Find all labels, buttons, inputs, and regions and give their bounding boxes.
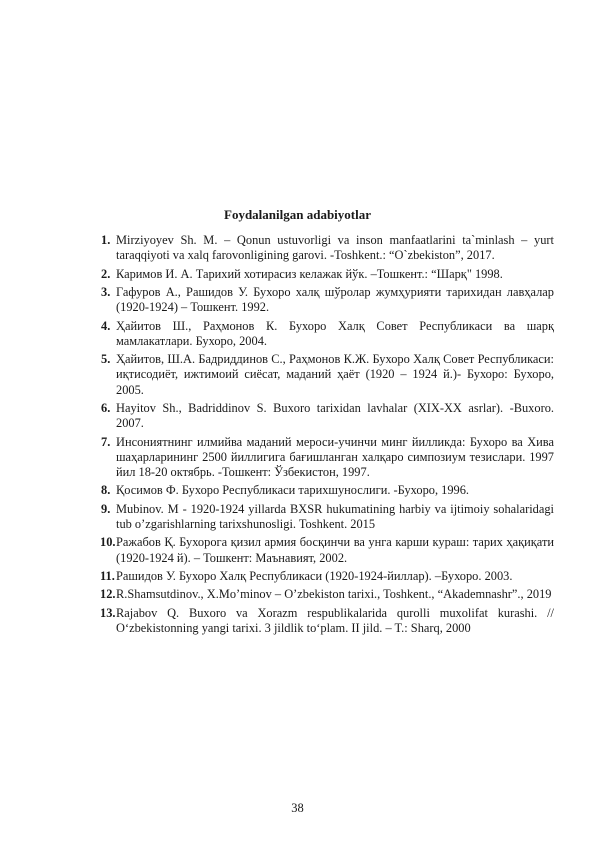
reference-number: 10. [100,535,116,550]
reference-item [101,535,554,565]
reference-list [101,233,554,639]
reference-item [101,319,554,349]
reference-number: 4. [101,318,111,333]
reference-item [101,435,554,481]
reference-number: 7. [101,434,111,449]
page-number: 38 [291,801,304,815]
reference-number: 3. [101,284,111,299]
reference-text: Каримов И. А. Тарихий хотирасиз келажак йўк. –Тошкент.: “Шарқ" 1998. [116,266,503,281]
reference-number: 9. [101,501,111,516]
reference-number: 13. [100,605,116,620]
reference-number: 8. [101,483,111,498]
reference-item [101,267,554,282]
reference-number: 5. [101,352,111,367]
reference-text: R.Shamsutdinov., X.Mo’minov – O’zbekiston tarixi., Toshkent., “Akademnashr”., 2019 [116,587,552,602]
reference-text: Ражабов Қ. Бухорога қизил армия босқинчи ва унга карши кураш: тарих ҳақиқати (1920-1924 й). – Тошкент: Маънавият, 2002. [116,535,554,565]
reference-text: Ҳайитов, Ш.А. Бадриддинов С., Раҳмонов К.Ж. Бухоро Халқ Совет Республикаси: иқтисодиёт, ижтимоий сиёсат, маданий ҳаёт (1920 – 1924 й.)- Бухоро: Бухоро, 2005. [116,352,554,397]
reference-item [101,285,554,315]
reference-item [101,352,554,398]
reference-item [101,401,554,431]
reference-text: Инсониятнинг илмийва маданий мероси-учинчи минг йилликда: Бухоро ва Хива шаҳарларининг 2500 йиллигига бағишланган халқаро симпозиум тезислари. 1997 йил 18-20 октябрь. -Тошкент: Ўзбекистон, 1997. [116,434,554,479]
reference-text: Гафуров А., Рашидов У. Бухоро халқ шўролар жумҳурияти тарихидан лавҳалар (1920-1924) – Тошкент. 1992. [116,284,554,315]
reference-text: Қосимов Ф. Бухоро Республикаси тарихшунослиги. -Бухоро, 1996. [116,483,470,498]
reference-number: 11. [100,568,115,583]
page-title: Foydalanilgan adabiyotlar [224,207,371,222]
reference-item [101,233,554,263]
reference-number: 2. [101,266,111,281]
reference-text: Ҳайитов Ш., Раҳмонов К. Бухоро Халқ Совет Республикаси ва шарқ мамлакатлари. Бухоро, 2004. [116,318,554,348]
reference-number: 6. [101,400,111,415]
reference-item [101,483,554,498]
reference-text: Mirziyoyev Sh. M. – Qonun ustuvorligi va inson manfaatlarini ta`minlash – yurt taraqqiyoti va xalq farovonligining garovi. -Toshkent.: “O`zbekiston”, 2017. [116,233,554,263]
reference-item [101,569,554,584]
reference-item [101,502,554,532]
reference-item [101,587,554,602]
reference-text: Mubinov. M - 1920-1924 yillarda BXSR hukumatining harbiy va ijtimoiy sohalaridagi tub o’zgarishlarning tarixshunosligi. Toshkent. 2015 [116,501,554,531]
reference-number: 1. [101,233,111,247]
reference-text: Hayitov Sh., Badriddinov S. Buxoro tarixidan lavhalar (XIX-XX asrlar). -Buxoro. 2007. [116,400,554,431]
reference-item [101,606,554,636]
reference-text: Рашидов У. Бухоро Халқ Республикаси (1920-1924-йиллар). –Бухоро. 2003. [116,568,513,583]
reference-text: Rajabov Q. Buxoro va Xorazm respublikalarida qurolli muxolifat kurashi. // O‘zbekistonning yangi tarixi. 3 jildlik to‘plam. II jild. – T.: Sharq, 2000 [116,605,554,635]
reference-number: 12. [100,587,116,602]
